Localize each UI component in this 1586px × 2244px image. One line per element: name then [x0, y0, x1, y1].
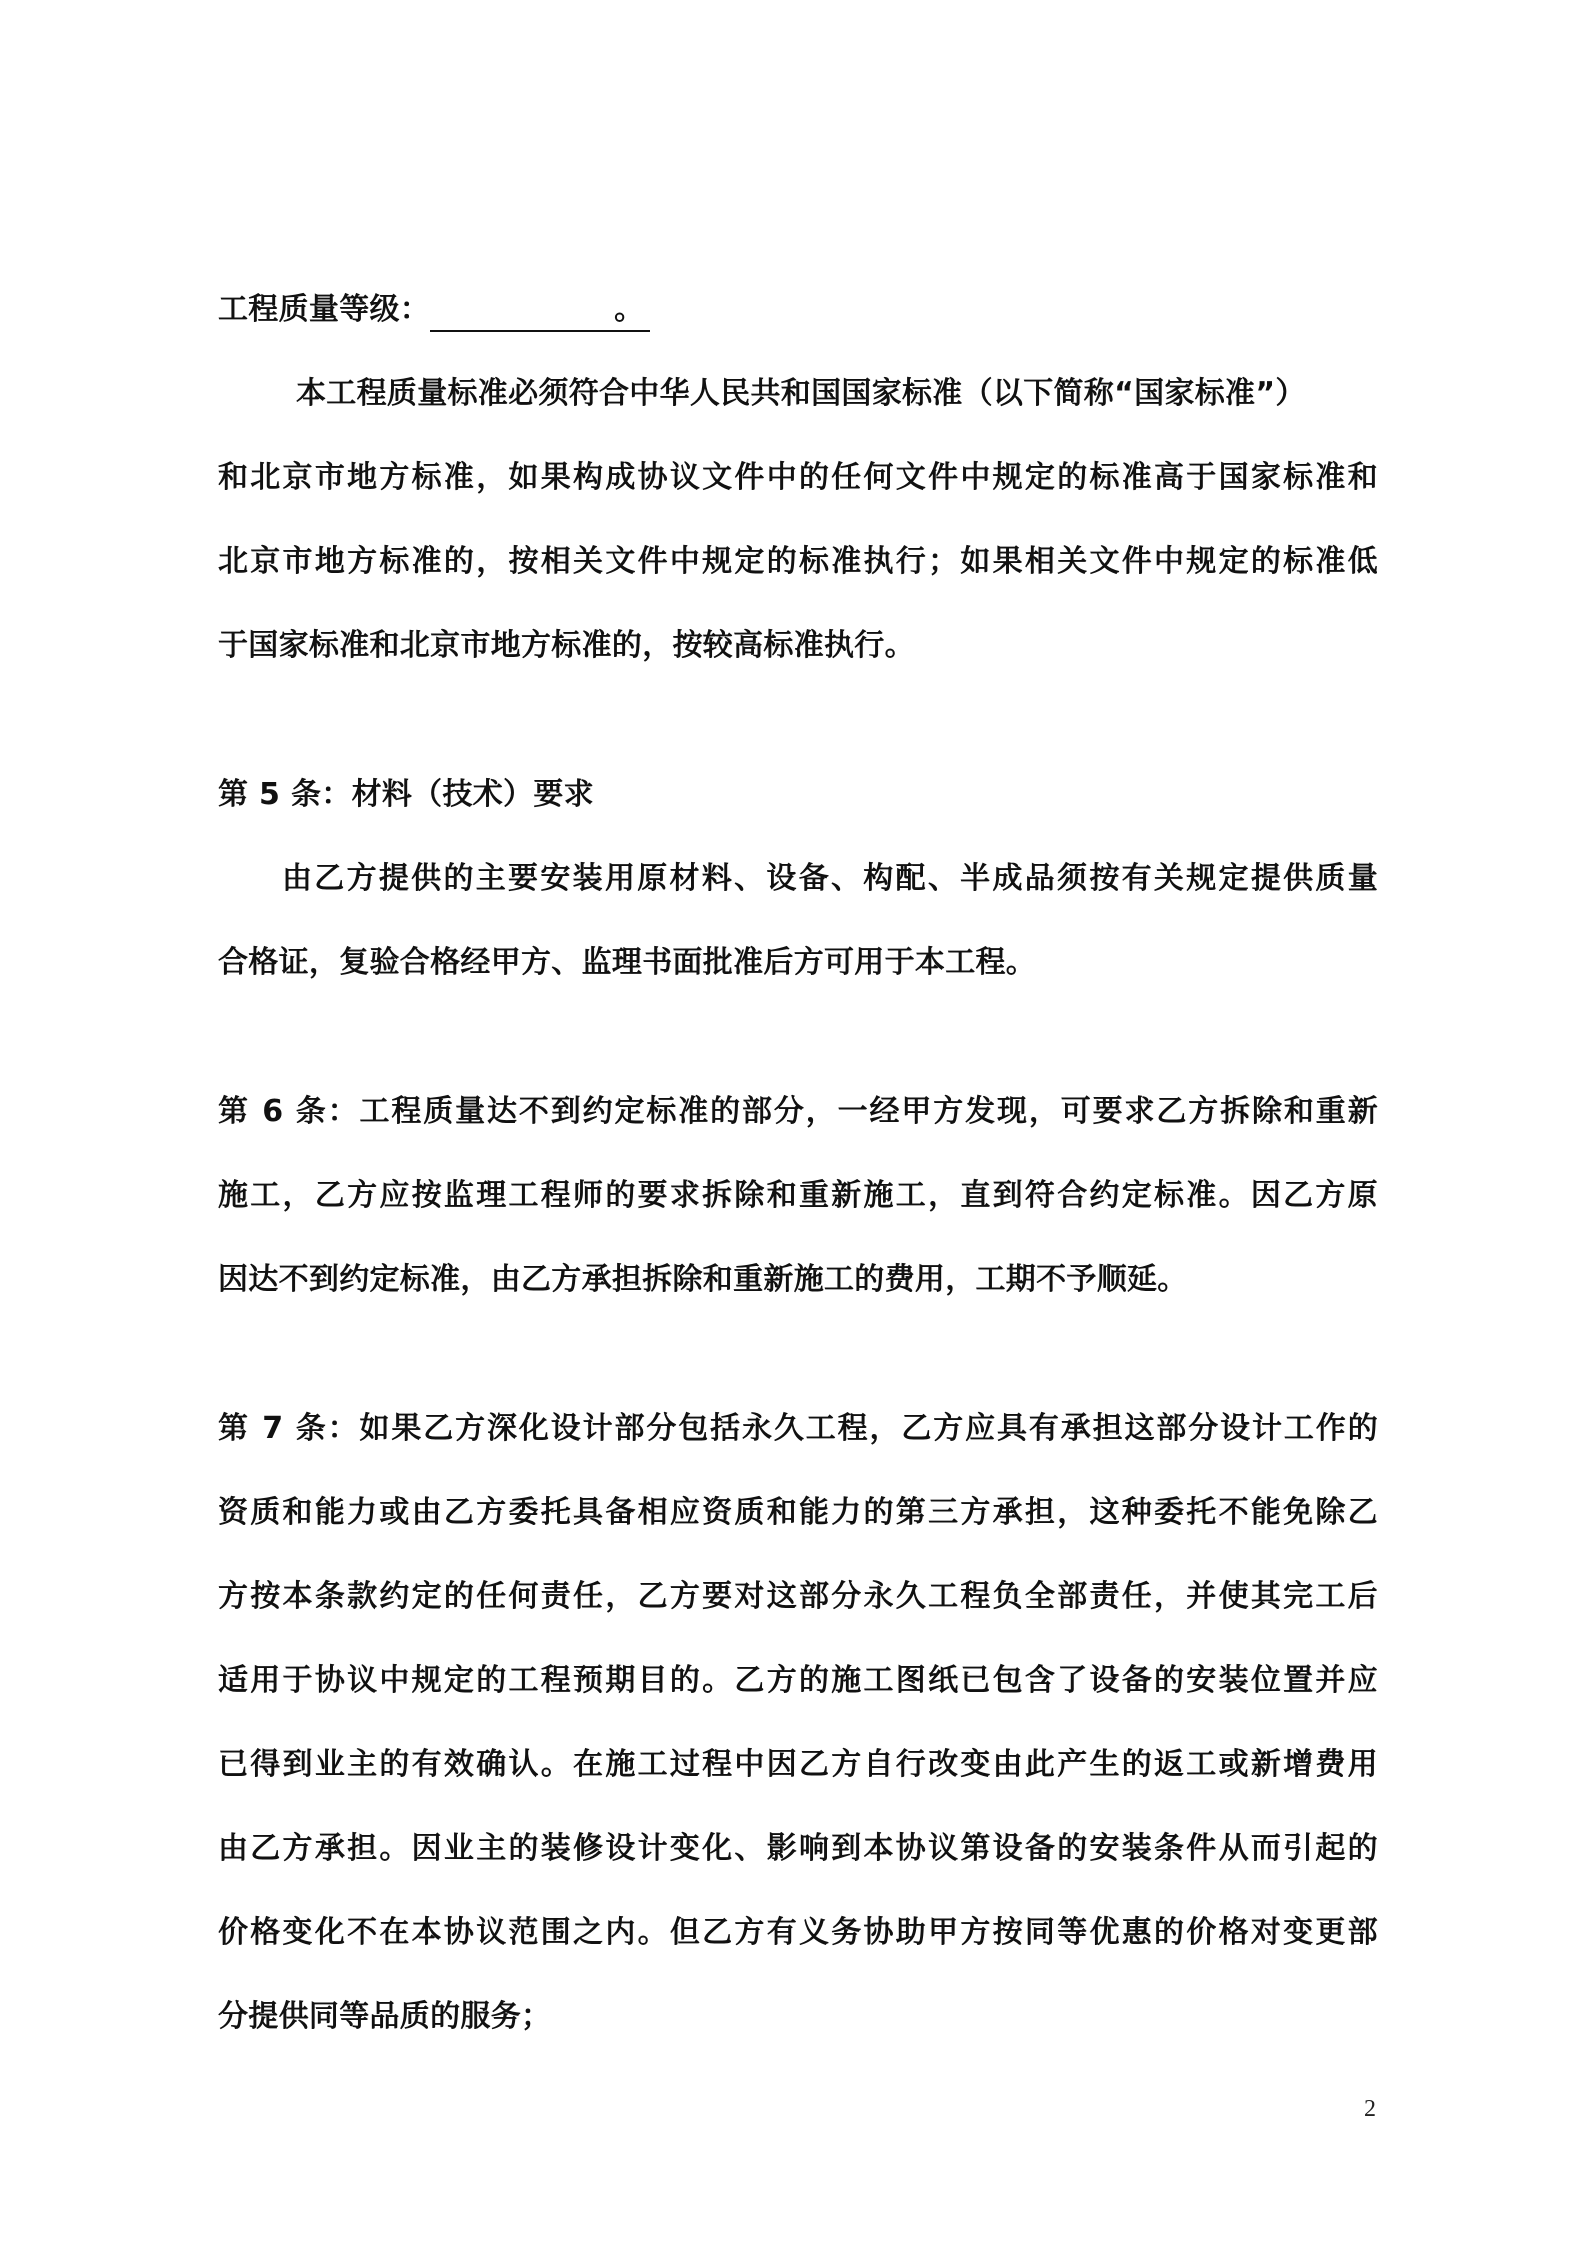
- page-number: 2: [1364, 2096, 1376, 2122]
- article-7-line-1: 第 7 条：如果乙方深化设计部分包括永久工程，乙方应具有承担这部分设计工作的: [218, 1411, 1378, 1446]
- standard-paragraph-line-4: 于国家标准和北京市地方标准的，按较高标准执行。: [218, 628, 915, 663]
- quality-grade-blank[interactable]: [430, 290, 650, 332]
- article-7-line-3: 方按本条款约定的任何责任，乙方要对这部分永久工程负全部责任，并使其完工后: [218, 1579, 1378, 1614]
- quality-grade-suffix: 。: [614, 292, 645, 327]
- article-7-line-4: 适用于协议中规定的工程预期目的。乙方的施工图纸已包含了设备的安装位置并应: [218, 1663, 1378, 1698]
- article-7-line-6: 由乙方承担。因业主的装修设计变化、影响到本协议第设备的安装条件从而引起的: [218, 1831, 1378, 1866]
- quality-grade-label: 工程质量等级：: [218, 292, 431, 327]
- standard-paragraph-line-3: 北京市地方标准的，按相关文件中规定的标准执行；如果相关文件中规定的标准低: [218, 544, 1378, 579]
- article-7-line-5: 已得到业主的有效确认。在施工过程中因乙方自行改变由此产生的返工或新增费用: [218, 1747, 1378, 1782]
- article-6-line-3: 因达不到约定标准，由乙方承担拆除和重新施工的费用，工期不予顺延。: [218, 1262, 1188, 1297]
- article-5-line-1: 由乙方提供的主要安装用原材料、设备、构配、半成品须按有关规定提供质量: [282, 861, 1378, 896]
- article-6-line-1: 第 6 条：工程质量达不到约定标准的部分，一经甲方发现，可要求乙方拆除和重新: [218, 1094, 1378, 1129]
- quality-grade-line: [218, 290, 1378, 332]
- article-7-line-8: 分提供同等品质的服务；: [218, 1999, 552, 2034]
- standard-paragraph-line-2: 和北京市地方标准，如果构成协议文件中的任何文件中规定的标准高于国家标准和: [218, 460, 1378, 495]
- article-7-line-7: 价格变化不在本协议范围之内。但乙方有义务协助甲方按同等优惠的价格对变更部: [218, 1915, 1378, 1950]
- standard-paragraph-line-1: 本工程质量标准必须符合中华人民共和国国家标准（以下简称“国家标准”）: [296, 376, 1306, 411]
- article-5-line-2: 合格证，复验合格经甲方、监理书面批准后方可用于本工程。: [218, 945, 1037, 980]
- article-7-line-2: 资质和能力或由乙方委托具备相应资质和能力的第三方承担，这种委托不能免除乙: [218, 1495, 1378, 1530]
- article-5-heading: 第 5 条：材料（技术）要求: [218, 777, 594, 812]
- article-6-line-2: 施工，乙方应按监理工程师的要求拆除和重新施工，直到符合约定标准。因乙方原: [218, 1178, 1378, 1213]
